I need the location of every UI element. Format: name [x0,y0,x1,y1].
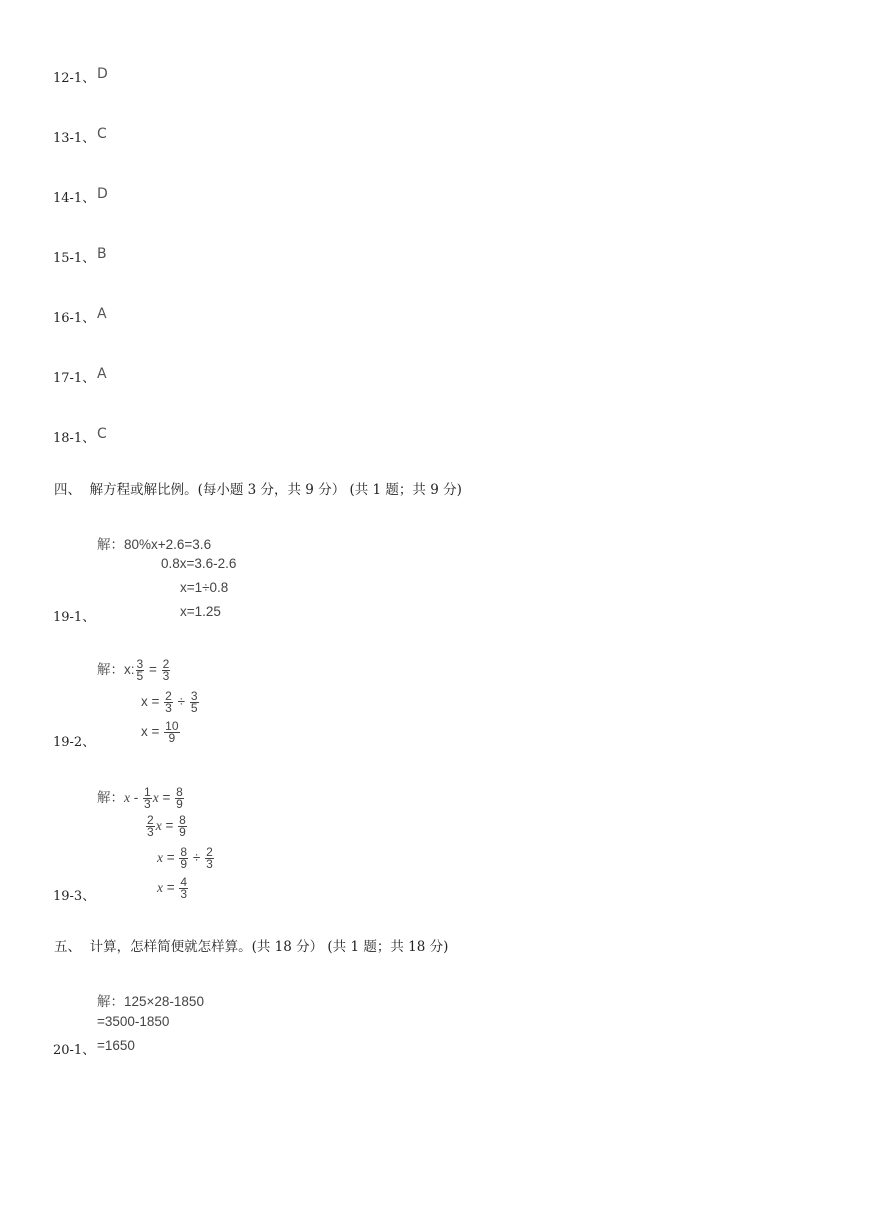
solution-line: =3500-1850 [97,1014,170,1029]
question-label: 12-1、 [53,71,96,86]
variable-x: x [155,818,162,834]
solution-line [97,786,185,810]
equals-sign: = [165,818,174,834]
solution-line: =1650 [97,1038,135,1053]
fraction: $\frac{2}{3}$ [206,845,213,871]
equals-sign: = [151,724,160,740]
section-heading: 五、 计算，怎样简便就怎样算。(共 18 分） (共 1 题；共 18 分) [54,939,449,955]
question-label: 16-1、 [53,311,96,326]
answer-value: D [97,66,108,82]
question-label: 18-1、 [53,431,96,446]
answer-value: A [97,306,107,322]
answer-value: A [97,366,107,382]
variable-x: x [141,694,148,710]
fraction: $\frac{3}{5}$ [190,689,198,715]
section-heading: 四、 解方程或解比例。(每小题 3 分，共 9 分） (共 1 题；共 9 分) [54,482,462,498]
division-sign: ÷ [192,850,201,866]
variable-x: x [124,790,130,805]
equals-sign: = [148,662,157,677]
variable-x: x [152,790,159,805]
solution-line: x=1÷0.8 [180,580,229,595]
question-label: 14-1、 [53,191,96,206]
variable-x: x [141,724,148,740]
fraction: $\frac{8}{9}$ [176,784,183,811]
answer-value: B [97,246,107,262]
fraction: $\frac{2}{3}$ [162,656,170,683]
solution-line: x=1.25 [180,604,221,619]
question-label: 19-3、 [53,889,96,904]
equals-sign: = [162,790,171,805]
question-label: 20-1、 [53,1043,96,1058]
solution-line [145,815,188,838]
fraction: $\frac{2}{3}$ [147,813,154,839]
fraction: $\frac{8}{9}$ [179,813,186,839]
solution-line [157,847,215,870]
fraction: $\frac{4}{3}$ [180,875,188,901]
solution-line: 解：80%x+2.6=3.6 [97,537,212,552]
prefix-text: 解：x: [97,662,135,677]
solution-line: 0.8x=3.6-2.6 [161,556,237,571]
answer-value: C [97,426,107,442]
equals-sign: = [166,880,175,896]
question-label: 17-1、 [53,371,96,386]
solution-line [157,877,189,900]
prefix-text: 解： [97,790,124,805]
solution-line [97,658,171,682]
solution-line: 解：125×28-1850 [97,994,204,1009]
minus-sign: - [133,790,139,805]
equals-sign: = [166,850,175,866]
fraction: $\frac{10}{9}$ [165,719,179,745]
fraction: $\frac{8}{9}$ [180,845,188,871]
question-label: 19-2、 [53,735,96,750]
question-label: 15-1、 [53,251,96,266]
equals-sign: = [151,694,160,710]
answer-value: C [97,126,107,142]
fraction: $\frac{1}{3}$ [144,784,151,811]
solution-line [141,721,181,744]
fraction: $\frac{2}{3}$ [165,689,172,715]
variable-x: x [157,850,163,866]
question-label: 13-1、 [53,131,96,146]
variable-x: x [157,880,163,896]
answer-value: D [97,186,108,202]
solution-line [141,691,200,714]
division-sign: ÷ [177,694,186,710]
fraction: $\frac{3}{5}$ [136,656,144,683]
question-label: 19-1、 [53,610,96,625]
